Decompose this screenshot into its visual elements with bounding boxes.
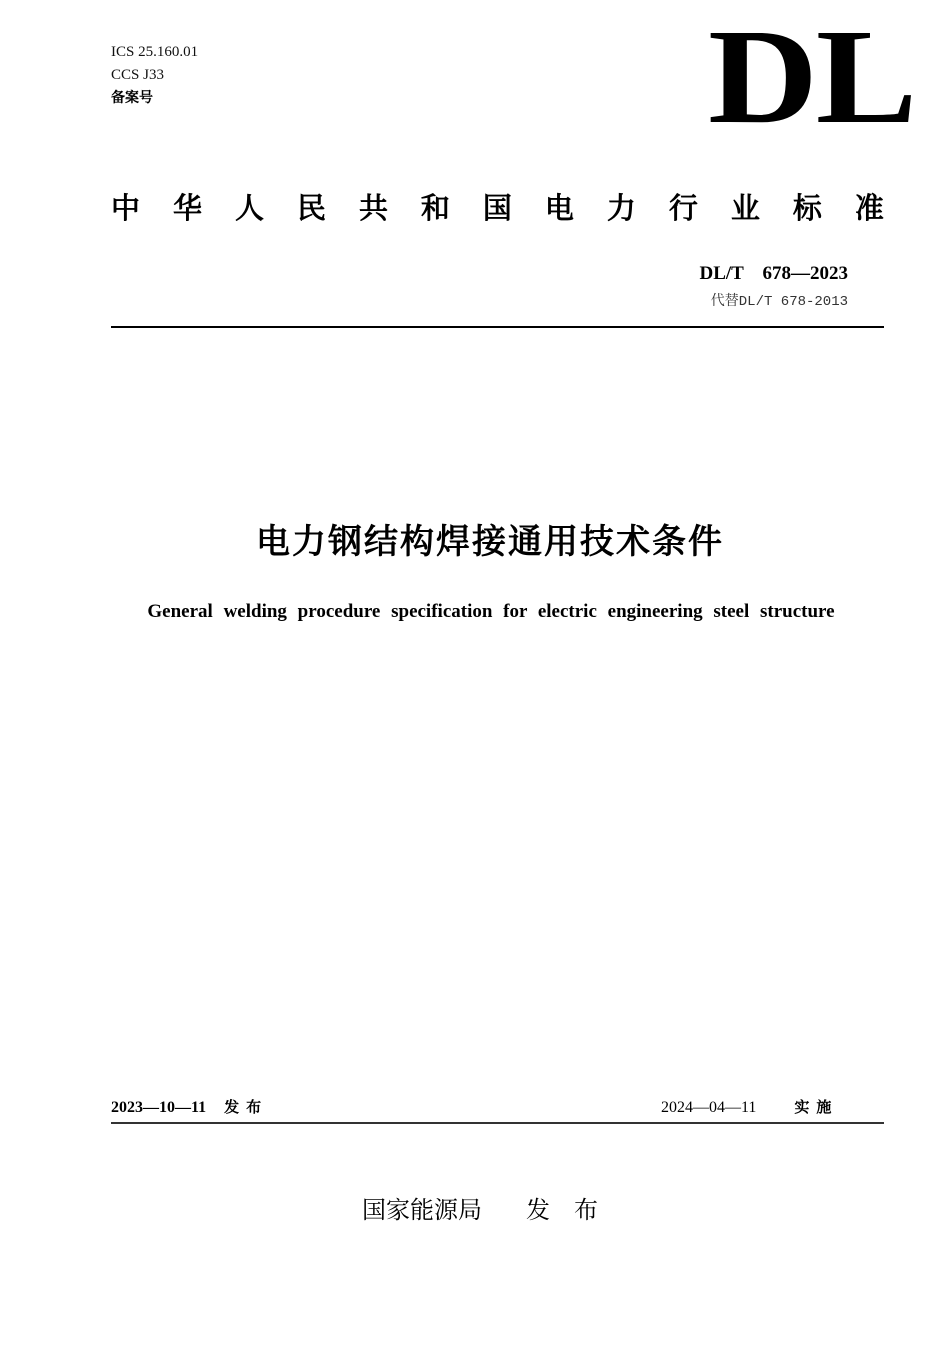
issuer-name: 国家能源局 [362, 1196, 482, 1224]
category-char: 华 [172, 191, 202, 225]
category-char: 人 [234, 191, 264, 225]
implement-label: 实施 [794, 1098, 839, 1116]
issuer-action: 发布 [526, 1196, 622, 1224]
implement-date-block [661, 1096, 838, 1119]
document-title-english: General welding procedure specification for electric engineering steel structure [147, 601, 835, 622]
top-divider [111, 326, 884, 328]
issuer-block [362, 1193, 622, 1227]
dl-logo: DL [708, 2, 916, 152]
category-char: 业 [730, 191, 760, 225]
category-char: 中 [111, 191, 141, 225]
category-char: 准 [854, 191, 884, 225]
replaces-standard: 代替DL/T 678-2013 [710, 294, 848, 310]
publish-date-block [111, 1096, 268, 1119]
filing-number-label: 备案号 [111, 90, 153, 106]
category-char: 行 [668, 191, 698, 225]
category-char: 民 [296, 191, 326, 225]
document-title-chinese: 电力钢结构焊接通用技术条件 [256, 522, 724, 562]
ccs-code: CCS J33 [111, 67, 164, 83]
category-char: 电 [544, 191, 574, 225]
publish-date: 2023—10—11 [111, 1099, 207, 1116]
implement-date: 2024—04—11 [661, 1099, 757, 1116]
standard-category-heading [111, 188, 884, 228]
category-char: 共 [358, 191, 388, 225]
category-char: 和 [420, 191, 450, 225]
publish-label: 发布 [224, 1098, 269, 1116]
category-char: 国 [482, 191, 512, 225]
ics-code: ICS 25.160.01 [111, 44, 199, 60]
category-char: 标 [792, 191, 822, 225]
category-char: 力 [606, 191, 636, 225]
standard-number: DL/T 678—2023 [699, 263, 848, 284]
bottom-divider [111, 1122, 884, 1124]
